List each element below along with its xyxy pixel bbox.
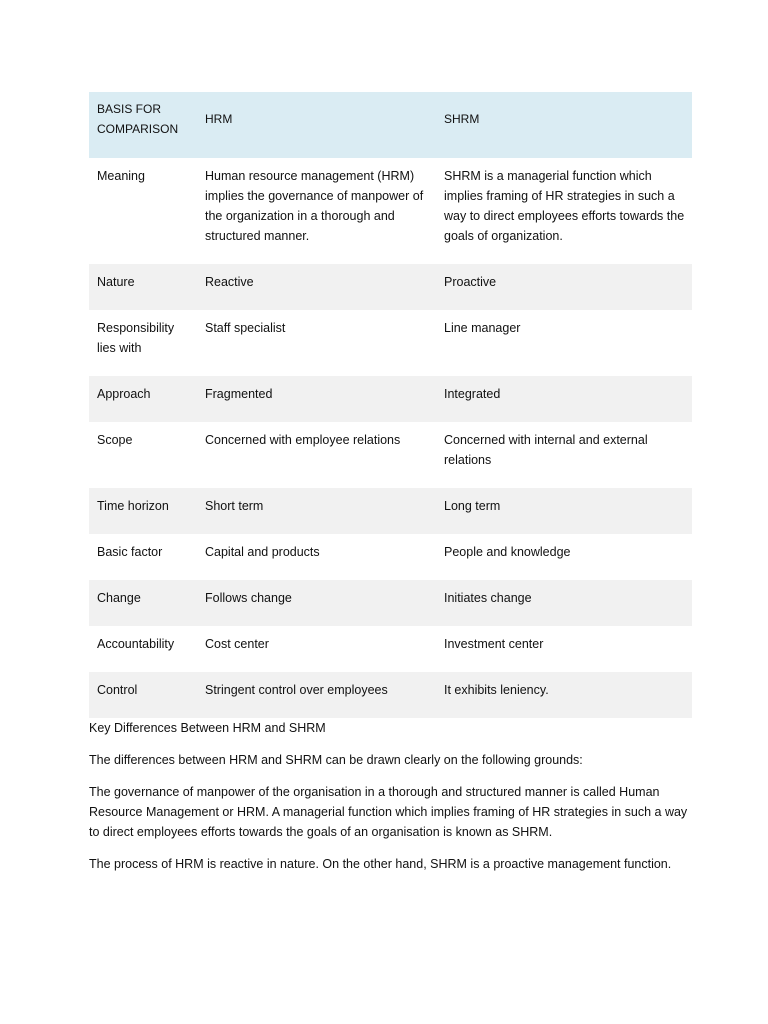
intro-paragraph: The differences between HRM and SHRM can be drawn clearly on the following grounds: (89, 753, 583, 767)
table-row (89, 310, 692, 376)
cell-shrm: Long term (444, 499, 501, 513)
cell-hrm: Reactive (205, 275, 254, 289)
document-page (89, 92, 692, 886)
cell-shrm: Proactive (444, 275, 497, 289)
cell-hrm: Concerned with employee relations (205, 433, 401, 447)
cell-shrm: People and knowledge (444, 545, 571, 559)
paragraph: The process of HRM is reactive in nature. On the other hand, SHRM is a proactive management function. (89, 857, 672, 871)
cell-basis: Control (97, 683, 138, 697)
cell-shrm: Line manager (444, 321, 521, 335)
cell-hrm: Stringent control over employees (205, 683, 388, 697)
header-basis: BASIS FOR COMPARISON (97, 102, 179, 136)
table-row (89, 672, 692, 718)
cell-basis: Meaning (97, 169, 145, 183)
table-row (89, 626, 692, 672)
cell-shrm: Initiates change (444, 591, 532, 605)
table-row (89, 488, 692, 534)
cell-basis: Change (97, 591, 141, 605)
cell-hrm: Human resource management (HRM) implies the governance of manpower of the organization in a thorough and structured manner. (205, 169, 424, 243)
table-row (89, 264, 692, 310)
cell-hrm: Staff specialist (205, 321, 286, 335)
cell-shrm: It exhibits leniency. (444, 683, 549, 697)
cell-basis: Accountability (97, 637, 175, 651)
cell-hrm: Capital and products (205, 545, 320, 559)
table-row (89, 376, 692, 422)
cell-basis: Scope (97, 433, 133, 447)
comparison-table (89, 92, 692, 718)
paragraph: The governance of manpower of the organisation in a thorough and structured manner is called Human Resource Management or HRM. A managerial function which implies framing of HR strategies in such a way to direct employees efforts towards the goals of an organisation is known as SHRM. (89, 785, 688, 839)
cell-hrm: Short term (205, 499, 264, 513)
cell-basis: Nature (97, 275, 135, 289)
cell-hrm: Follows change (205, 591, 292, 605)
cell-shrm: Integrated (444, 387, 501, 401)
header-shrm: SHRM (444, 112, 480, 126)
cell-basis: Responsibility lies with (97, 321, 175, 355)
body-text (89, 718, 692, 874)
cell-hrm: Cost center (205, 637, 269, 651)
cell-shrm: SHRM is a managerial function which implies framing of HR strategies in such a way to direct employees efforts towards the goals of organization. (444, 169, 685, 243)
section-heading: Key Differences Between HRM and SHRM (89, 721, 326, 735)
cell-hrm: Fragmented (205, 387, 273, 401)
table-row (89, 158, 692, 264)
cell-basis: Approach (97, 387, 151, 401)
table-row (89, 422, 692, 488)
header-hrm: HRM (205, 112, 233, 126)
cell-basis: Time horizon (97, 499, 169, 513)
table-header-row (89, 92, 692, 158)
table-row (89, 534, 692, 580)
table-row (89, 580, 692, 626)
cell-shrm: Investment center (444, 637, 544, 651)
cell-basis: Basic factor (97, 545, 163, 559)
cell-shrm: Concerned with internal and external relations (444, 433, 648, 467)
